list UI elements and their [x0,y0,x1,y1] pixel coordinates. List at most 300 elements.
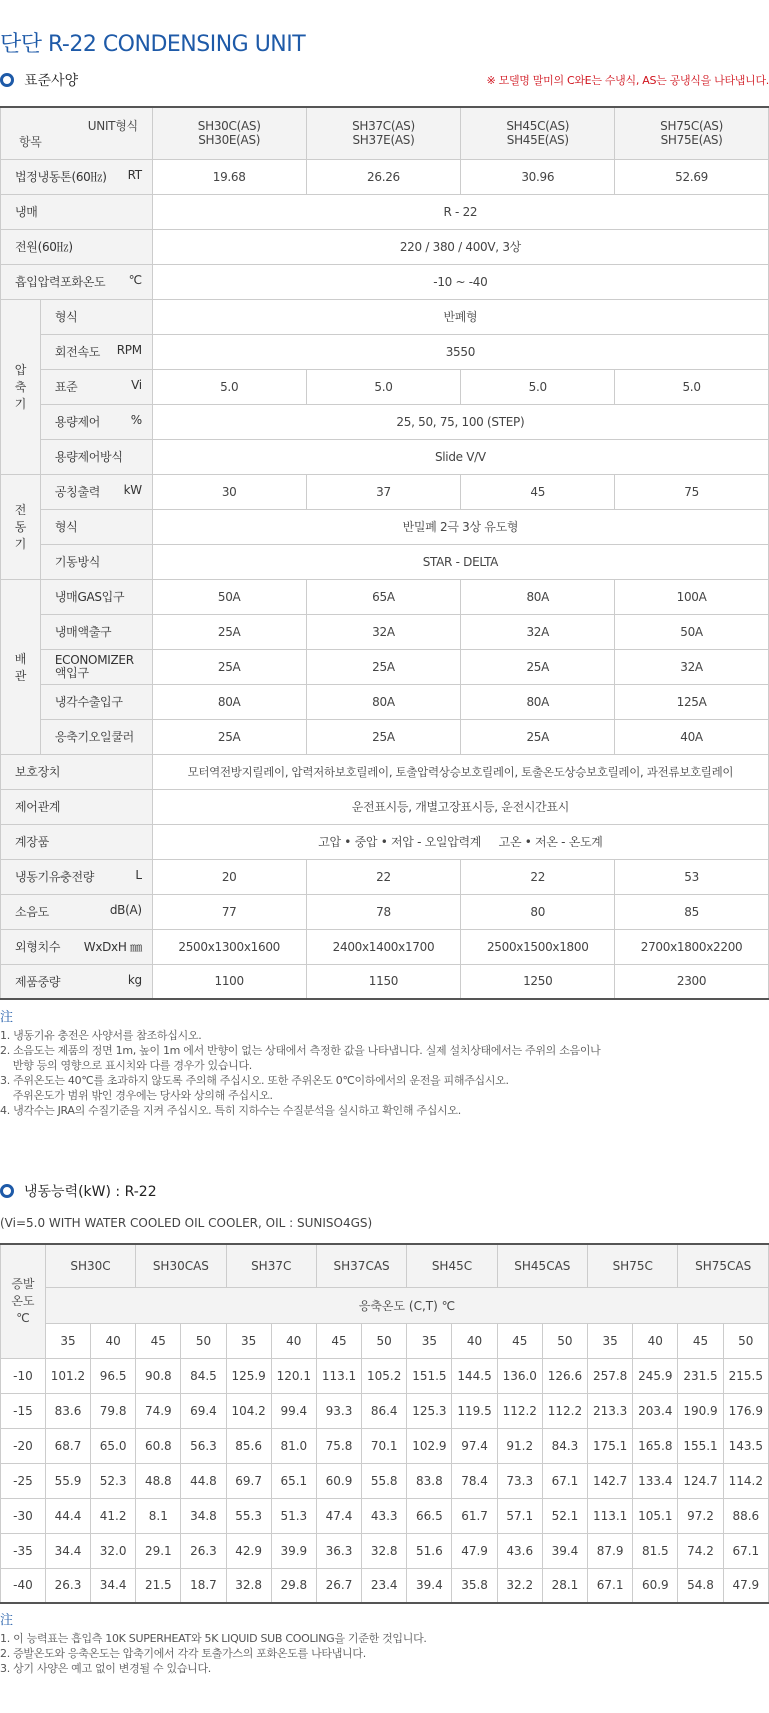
capacity-value-cell: 26.3 [181,1533,226,1568]
note-line: 4. 냉각수는 JRA의 수질기준을 지켜 주십시오. 특히 지하수는 수질분석을 실시하고 확인해 주십시오. [0,1104,461,1117]
capacity-value-cell: 87.9 [588,1533,633,1568]
capacity-value-cell: 47.9 [452,1533,497,1568]
text-label: L [135,868,142,882]
unit-type-label: UNIT형식 [87,119,138,133]
spec-row-pipe-gas [1,579,769,614]
text-label: RT [127,168,142,182]
spec-row-refrigerant [1,194,769,229]
spec-value-cell: 2300 [615,964,769,999]
text-label: 증발 [11,1276,35,1291]
evap-temp-cell: -10 [1,1358,46,1393]
spec-label-cell: 형식 [40,299,152,334]
text-label: SH37E(AS) [352,133,415,148]
cond-temp-cell: 40 [271,1323,316,1358]
spec-label-cell [1,859,153,894]
cond-temp-label: 응축온도 (C,T) ℃ [45,1287,768,1323]
text-label: SH45E(AS) [506,133,569,148]
capacity-data-row [1,1568,769,1603]
capacity-value-cell: 105.1 [633,1498,678,1533]
text-label: dB(A) [109,903,142,917]
capacity-value-cell: 112.2 [497,1393,542,1428]
spec-table [0,106,769,1000]
spec-value-cell: 25A [152,719,306,754]
spec-header-row [1,107,769,159]
spec-label-cell [1,264,153,299]
capacity-data-row [1,1358,769,1393]
spec-corner-cell [1,107,153,159]
capacity-value-cell: 231.5 [678,1358,723,1393]
spec-label-cell: 전원(60㎐) [1,229,153,264]
capacity-model-header: SH75CAS [678,1244,769,1287]
capacity-value-cell: 65.0 [91,1428,136,1463]
spec-row-motor-output [1,474,769,509]
capacity-value-cell: 44.4 [45,1498,90,1533]
spec-heading-text: 표준사양 [24,73,79,89]
capacity-value-cell: 29.1 [136,1533,181,1568]
capacity-value-cell: 78.4 [452,1463,497,1498]
spec-label-cell: 냉각수출입구 [40,684,152,719]
spec-row-comp-type [1,299,769,334]
evap-temp-cell: -20 [1,1428,46,1463]
spec-value-cell: 반밀폐 2극 3상 유도형 [152,509,768,544]
capacity-data-row [1,1498,769,1533]
spec-value-cell: Slide V/V [152,439,768,474]
spec-row-charge [1,859,769,894]
model-header [306,107,461,159]
capacity-value-cell: 28.1 [542,1568,587,1603]
spec-label-cell [40,404,152,439]
spec-value-cell: 운전표시등, 개별고장표시등, 운전시간표시 [152,789,768,824]
spec-value-cell: 30 [152,474,306,509]
capacity-value-cell: 67.1 [588,1568,633,1603]
evap-temp-cell: -15 [1,1393,46,1428]
spec-value-cell: 80 [461,894,615,929]
spec-row-protection [1,754,769,789]
capacity-value-cell: 133.4 [633,1463,678,1498]
note-line: 3. 주위온도는 40℃를 초과하지 않도록 주의해 주십시오. 또한 주위온도 0℃이하에서의 운전을 피해주십시오. [0,1074,509,1087]
spec-value-cell: 22 [306,859,461,894]
capacity-model-header: SH30C [45,1244,135,1287]
capacity-value-cell: 101.2 [45,1358,90,1393]
text-label: % [130,413,142,427]
capacity-value-cell: 39.4 [407,1568,452,1603]
text-label: 액입구 [54,665,89,680]
text-label: kg [127,972,142,987]
evap-temp-cell: -35 [1,1533,46,1568]
cond-temp-cell: 45 [678,1323,723,1358]
capacity-value-cell: 113.1 [316,1358,361,1393]
capacity-value-cell: 44.8 [181,1463,226,1498]
model-header [615,107,769,159]
capacity-value-cell: 99.4 [271,1393,316,1428]
cond-temp-cell: 50 [181,1323,226,1358]
capacity-value-cell: 74.2 [678,1533,723,1568]
capacity-value-cell: 257.8 [588,1358,633,1393]
spec-value-cell: 77 [152,894,306,929]
capacity-value-cell: 245.9 [633,1358,678,1393]
capacity-value-cell: 79.8 [91,1393,136,1428]
cond-temp-cell: 45 [316,1323,361,1358]
notes-title: 注 [0,1613,13,1628]
text-label: kW [123,483,142,497]
note-line: 반향 등의 영향으로 표시치와 다를 경우가 있습니다. [0,1059,253,1072]
capacity-value-cell: 73.3 [497,1463,542,1498]
spec-value-cell: 2500x1300x1600 [152,929,306,964]
text-label: RPM [116,343,142,357]
spec-row-pipe-oil-cooler [1,719,769,754]
spec-label-cell [40,334,152,369]
cond-temp-cell: 35 [407,1323,452,1358]
spec-label-cell: 기동방식 [40,544,152,579]
spec-label-cell [1,894,153,929]
capacity-value-cell: 155.1 [678,1428,723,1463]
capacity-value-cell: 203.4 [633,1393,678,1428]
capacity-value-cell: 48.8 [136,1463,181,1498]
cond-temp-cell: 50 [362,1323,407,1358]
capacity-value-cell: 8.1 [136,1498,181,1533]
capacity-value-cell: 97.4 [452,1428,497,1463]
spec-value-cell: 2700x1800x2200 [615,929,769,964]
capacity-value-cell: 105.2 [362,1358,407,1393]
cond-temp-cell: 35 [588,1323,633,1358]
spec-label-cell [1,929,153,964]
spec-value-cell: 5.0 [461,369,615,404]
spec-value-cell: 1250 [461,964,615,999]
spec-value-cell: 50A [152,579,306,614]
spec-row-control [1,789,769,824]
capacity-value-cell: 67.1 [542,1463,587,1498]
capacity-value-cell: 52.1 [542,1498,587,1533]
spec-value-cell: 75 [615,474,769,509]
spec-row-power [1,229,769,264]
spec-value-cell: 5.0 [306,369,461,404]
capacity-value-cell: 39.9 [271,1533,316,1568]
spec-value-cell: 19.68 [152,159,306,194]
spec-value-cell: 25A [306,649,461,684]
capacity-value-cell: 55.8 [362,1463,407,1498]
capacity-value-cell: 47.9 [723,1568,768,1603]
text-label: 관 [14,668,27,683]
capacity-value-cell: 32.8 [362,1533,407,1568]
spec-label-cell: 용량제어방식 [40,439,152,474]
motor-group-label [1,474,41,579]
spec-value-cell: 32A [615,649,769,684]
spec-value-cell: 1150 [306,964,461,999]
cond-temp-cell: 35 [226,1323,271,1358]
text-label: 소음도 [15,905,49,919]
spec-value-cell: 37 [306,474,461,509]
capacity-value-cell: 97.2 [678,1498,723,1533]
capacity-cond-label-row [1,1287,769,1323]
spec-label-cell: 냉매GAS입구 [40,579,152,614]
capacity-value-cell: 136.0 [497,1358,542,1393]
capacity-value-cell: 43.6 [497,1533,542,1568]
text-label: 온도 [11,1293,35,1308]
capacity-value-cell: 125.9 [226,1358,271,1393]
capacity-value-cell: 39.4 [542,1533,587,1568]
capacity-value-cell: 21.5 [136,1568,181,1603]
spec-row-motor-type [1,509,769,544]
evap-temp-cell: -25 [1,1463,46,1498]
capacity-value-cell: 32.0 [91,1533,136,1568]
cond-temp-cell: 45 [497,1323,542,1358]
spec-value-cell: 32A [461,614,615,649]
text-label: Vi [131,378,142,392]
capacity-value-cell: 213.3 [588,1393,633,1428]
capacity-value-cell: 125.3 [407,1393,452,1428]
capacity-value-cell: 113.1 [588,1498,633,1533]
text-label: 전 [14,503,27,517]
capacity-value-cell: 36.3 [316,1533,361,1568]
spec-value-cell: 25A [461,649,615,684]
capacity-value-cell: 83.6 [45,1393,90,1428]
capacity-value-cell: 35.8 [452,1568,497,1603]
capacity-value-cell: 74.9 [136,1393,181,1428]
spec-value-cell: 53 [615,859,769,894]
spec-value-cell: 220 / 380 / 400V, 3상 [152,229,768,264]
capacity-value-cell: 60.8 [136,1428,181,1463]
spec-row-pipe-economizer [1,649,769,684]
spec-value-cell: 32A [306,614,461,649]
capacity-table [0,1243,769,1604]
cond-temp-cell: 40 [91,1323,136,1358]
capacity-value-cell: 34.4 [91,1568,136,1603]
spec-value-cell: 5.0 [152,369,306,404]
page-title: 단단 R-22 CONDENSING UNIT [0,32,306,57]
capacity-value-cell: 32.8 [226,1568,271,1603]
spec-label-cell: 냉매액출구 [40,614,152,649]
text-label: 표준 [54,380,78,394]
spec-value-cell: 80A [461,579,615,614]
capacity-value-cell: 144.5 [452,1358,497,1393]
capacity-value-cell: 55.3 [226,1498,271,1533]
spec-value-cell: STAR - DELTA [152,544,768,579]
capacity-value-cell: 190.9 [678,1393,723,1428]
capacity-value-cell: 120.1 [271,1358,316,1393]
spec-value-cell: 125A [615,684,769,719]
capacity-model-row [1,1244,769,1287]
spec-value-cell: 52.69 [615,159,769,194]
capacity-value-cell: 57.1 [497,1498,542,1533]
spec-value-cell: 5.0 [615,369,769,404]
item-label: 항목 [19,134,42,149]
spec-row-motor-start [1,544,769,579]
spec-label-cell: 응축기오일쿨러 [40,719,152,754]
capacity-value-cell: 69.4 [181,1393,226,1428]
spec-value-cell: 80A [461,684,615,719]
capacity-value-cell: 67.1 [723,1533,768,1568]
spec-row-dims [1,929,769,964]
text-label: 법정냉동톤(60㎐) [15,170,107,184]
spec-label-cell: 형식 [40,509,152,544]
capacity-value-cell: 70.1 [362,1428,407,1463]
spec-row-comp-rpm [1,334,769,369]
capacity-value-cell: 26.3 [45,1568,90,1603]
capacity-value-cell: 119.5 [452,1393,497,1428]
text-label: 공칭출력 [54,485,101,499]
spec-value-cell: 25, 50, 75, 100 (STEP) [152,404,768,439]
spec-notes [0,1010,601,1118]
capacity-value-cell: 60.9 [633,1568,678,1603]
spec-value-cell: 80A [306,684,461,719]
capacity-value-cell: 81.0 [271,1428,316,1463]
model-suffix-note: ※ 모델명 말미의 C와E는 수냉식, AS는 공냉식을 나타냅니다. [486,74,769,87]
text-label: SH45C(AS) [506,119,570,134]
spec-label-cell: 보호장치 [1,754,153,789]
spec-value-cell: 25A [152,649,306,684]
note-line: 2. 증발온도와 응축온도는 압축기에서 각각 토출가스의 포화온도를 나타냅니다. [0,1647,366,1660]
capacity-value-cell: 85.6 [226,1428,271,1463]
capacity-data-row [1,1428,769,1463]
spec-label-cell: 계장품 [1,824,153,859]
spec-label-cell [40,649,152,684]
capacity-value-cell: 26.7 [316,1568,361,1603]
capacity-value-cell: 65.1 [271,1463,316,1498]
spec-row-pipe-cooling-water [1,684,769,719]
capacity-value-cell: 151.5 [407,1358,452,1393]
spec-section-heading [0,70,78,90]
text-label: SH30E(AS) [198,133,261,148]
note-line: 1. 냉동기유 충전은 사양서를 참조하십시오. [0,1029,202,1042]
cond-temp-cell: 50 [723,1323,768,1358]
spec-value-cell: 100A [615,579,769,614]
spec-value-cell: 25A [461,719,615,754]
spec-label-cell: 제어관계 [1,789,153,824]
capacity-value-cell: 61.7 [452,1498,497,1533]
capacity-value-cell: 34.4 [45,1533,90,1568]
capacity-value-cell: 32.2 [497,1568,542,1603]
note-line: 3. 상기 사양은 예고 없이 변경될 수 있습니다. [0,1662,212,1675]
note-line: 2. 소음도는 제품의 정면 1m, 높이 1m 에서 반향이 없는 상태에서 측정한 값을 나타냅니다. 실제 설치상태에서는 주위의 소음이나 [0,1044,601,1057]
text-label: 외형치수 [15,940,61,954]
spec-value-cell: 3550 [152,334,768,369]
capacity-data-row [1,1463,769,1498]
text-label: 용량제어 [54,415,101,429]
spec-value-cell: 45 [461,474,615,509]
capacity-value-cell: 124.7 [678,1463,723,1498]
spec-label-cell: 냉매 [1,194,153,229]
text-label: 축 [14,380,27,394]
text-label: SH37C(AS) [352,119,415,134]
capacity-value-cell: 84.3 [542,1428,587,1463]
capacity-value-cell: 142.7 [588,1463,633,1498]
spec-row-comp-vi [1,369,769,404]
text-label: 기 [14,537,27,551]
spec-value-cell: 80A [152,684,306,719]
spec-value-cell: 모터역전방지릴레이, 압력저하보호릴레이, 토출압력상승보호릴레이, 토출온도상승보호릴레이, 과전류보호릴레이 [152,754,768,789]
capacity-value-cell: 176.9 [723,1393,768,1428]
capacity-value-cell: 66.5 [407,1498,452,1533]
capacity-value-cell: 51.6 [407,1533,452,1568]
capacity-value-cell: 165.8 [633,1428,678,1463]
spec-label-cell [1,159,153,194]
text-label: ECONOMIZER [54,652,134,667]
capacity-value-cell: 56.3 [181,1428,226,1463]
text-label: 압 [14,363,27,377]
piping-group-label [1,579,41,754]
bullet-ring-icon [0,1184,14,1198]
capacity-heading-text: 냉동능력(kW) : R-22 [24,1184,157,1200]
text-label: 배 [14,651,27,666]
spec-value-cell: 20 [152,859,306,894]
capacity-value-cell: 51.3 [271,1498,316,1533]
text-label: ℃ [128,273,142,287]
spec-row-comp-capacity [1,404,769,439]
capacity-model-header: SH37CAS [316,1244,406,1287]
capacity-value-cell: 90.8 [136,1358,181,1393]
cond-temp-cell: 35 [45,1323,90,1358]
spec-row-noise [1,894,769,929]
capacity-value-cell: 47.4 [316,1498,361,1533]
capacity-section-heading [0,1181,157,1201]
spec-value-cell: 22 [461,859,615,894]
capacity-value-cell: 42.9 [226,1533,271,1568]
text-label: 기 [14,397,27,411]
capacity-value-cell: 96.5 [91,1358,136,1393]
spec-value-cell: 78 [306,894,461,929]
capacity-notes [0,1613,427,1676]
spec-value-cell: R - 22 [152,194,768,229]
spec-row-comp-ctrl-method [1,439,769,474]
spec-row-suction-temp [1,264,769,299]
spec-value-cell: 50A [615,614,769,649]
text-label: SH75C(AS) [660,119,723,134]
text-label: WxDxH ㎜ [83,940,142,954]
cond-temp-cell: 40 [633,1323,678,1358]
spec-value-cell: 25A [306,719,461,754]
spec-row-gauges [1,824,769,859]
spec-value-cell: 고압 • 중압 • 저압 - 오일압력계 고온 • 저온 - 온도계 [152,824,768,859]
evap-temp-cell: -30 [1,1498,46,1533]
capacity-value-cell: 112.2 [542,1393,587,1428]
spec-value-cell: 30.96 [461,159,615,194]
note-line: 1. 이 능력표는 흡입측 10K SUPERHEAT와 5K LIQUID SUB COOLING을 기준한 것입니다. [0,1632,427,1645]
spec-label-cell [40,369,152,404]
capacity-value-cell: 60.9 [316,1463,361,1498]
evap-temp-cell: -40 [1,1568,46,1603]
capacity-value-cell: 104.2 [226,1393,271,1428]
capacity-value-cell: 83.8 [407,1463,452,1498]
capacity-value-cell: 23.4 [362,1568,407,1603]
capacity-value-cell: 175.1 [588,1428,633,1463]
text-label: 제품중량 [15,974,61,989]
notes-title: 注 [0,1010,13,1025]
capacity-value-cell: 52.3 [91,1463,136,1498]
capacity-value-cell: 34.8 [181,1498,226,1533]
spec-value-cell: 반폐형 [152,299,768,334]
text-label: 흡입압력포화온도 [15,275,106,289]
spec-value-cell: 40A [615,719,769,754]
spec-value-cell: 1100 [152,964,306,999]
bullet-ring-icon [0,73,14,87]
capacity-model-header: SH30CAS [136,1244,226,1287]
capacity-value-cell: 18.7 [181,1568,226,1603]
model-header [152,107,306,159]
capacity-value-cell: 75.8 [316,1428,361,1463]
capacity-value-cell: 93.3 [316,1393,361,1428]
capacity-value-cell: 41.2 [91,1498,136,1533]
capacity-value-cell: 43.3 [362,1498,407,1533]
spec-row-rt [1,159,769,194]
model-header [461,107,615,159]
capacity-data-row [1,1393,769,1428]
capacity-model-header: SH45C [407,1244,497,1287]
spec-value-cell: 25A [152,614,306,649]
capacity-value-cell: 86.4 [362,1393,407,1428]
capacity-model-header: SH37C [226,1244,316,1287]
spec-row-weight [1,964,769,999]
capacity-corner-cell [1,1244,46,1358]
